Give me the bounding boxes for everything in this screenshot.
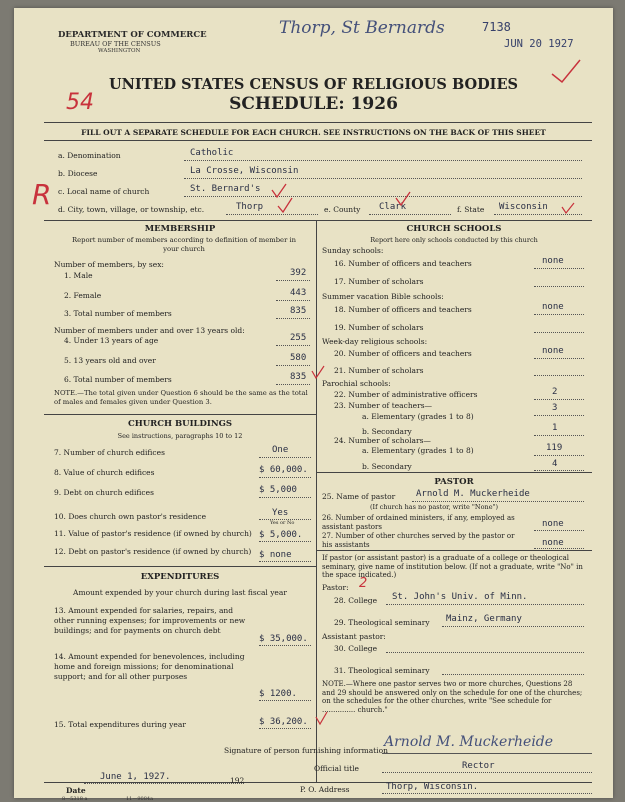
- q2-value: 443: [290, 288, 307, 298]
- membership-heading: MEMBERSHIP: [144, 224, 216, 234]
- sunday-label: Sunday schools:: [322, 246, 384, 255]
- q15-label: 15. Total expenditures during year: [54, 720, 186, 729]
- q18-value: none: [542, 302, 564, 312]
- q23b-value: 1: [552, 423, 558, 433]
- expenditures-sub: Amount expended by your church during last fiscal year: [73, 588, 287, 597]
- red-check-marks: [14, 8, 613, 798]
- q24a-label: a. Elementary (grades 1 to 8): [362, 446, 474, 455]
- city-label: d. City, town, village, or township, etc.: [58, 205, 205, 214]
- q29-value: Mainz, Germany: [446, 614, 522, 624]
- schools-heading: CHURCH SCHOOLS: [406, 224, 502, 234]
- q22-label: 22. Number of administrative officers: [334, 390, 478, 399]
- q3-label: 3. Total number of members: [64, 309, 172, 318]
- date-value: June 1, 1927.: [100, 772, 171, 782]
- by-age-label: Number of members under and over 13 years old:: [54, 326, 245, 335]
- q6-label: 6. Total number of members: [64, 375, 172, 384]
- q26-label: 26. Number of ordained ministers, if any, employed as assistant pastors: [322, 514, 515, 531]
- yes-no-hint: Yes or No: [270, 520, 295, 526]
- summer-label: Summer vacation Bible schools:: [322, 292, 444, 301]
- q5-label: 5. 13 years old and over: [64, 356, 156, 365]
- q4-label: 4. Under 13 years of age: [64, 336, 159, 345]
- bureau-heading: BUREAU OF THE CENSUS: [70, 40, 161, 48]
- diocese-value: La Crosse, Wisconsin: [190, 166, 299, 176]
- q25-label: 25. Name of pastor: [322, 492, 396, 501]
- instruction-text: FILL OUT A SEPARATE SCHEDULE FOR EACH CHURCH. SEE INSTRUCTIONS ON THE BACK OF THIS SHEET: [81, 128, 546, 137]
- red-number: 54: [66, 90, 94, 115]
- church-name-value: St. Bernard's: [190, 184, 261, 194]
- dept-heading: DEPARTMENT OF COMMERCE: [58, 30, 207, 40]
- q8-value: $ 60,000.: [259, 465, 308, 475]
- denomination-value: Catholic: [190, 148, 234, 158]
- print-number: 11—9084a: [126, 796, 154, 802]
- q23a-label: a. Elementary (grades 1 to 8): [362, 412, 474, 421]
- buildings-sub: See instructions, paragraphs 10 to 12: [117, 432, 243, 440]
- signature: Arnold M. Muckerheide: [384, 734, 554, 750]
- title-label: Official title: [314, 764, 359, 773]
- q1-value: 392: [290, 268, 307, 278]
- q20-value: none: [542, 346, 564, 356]
- q4-value: 255: [290, 333, 307, 343]
- q11-label: 11. Value of pastor's residence (if owned by church): [54, 529, 252, 538]
- schedule-title: SCHEDULE: 1926: [229, 94, 398, 114]
- handwritten-church: Thorp, St Bernards: [279, 18, 445, 38]
- q11-value: $ 5,000.: [259, 530, 303, 540]
- red-mark: R: [32, 178, 52, 211]
- q25-value: Arnold M. Muckerheide: [416, 489, 530, 499]
- q12-label: 12. Debt on pastor's residence (if owned by church): [54, 547, 252, 556]
- q30-label: 30. College: [334, 644, 378, 653]
- q1-label: 1. Male: [64, 271, 93, 280]
- q28-label: 28. College: [334, 596, 378, 605]
- q18-label: 18. Number of officers and teachers: [334, 305, 472, 314]
- membership-note: NOTE.—The total given under Question 6 should be the same as the total of males and females given under Question 3.: [54, 389, 308, 406]
- q5-value: 580: [290, 353, 307, 363]
- county-value: Clark: [379, 202, 407, 212]
- pastor-note: NOTE.—Where one pastor serves two or more churches, Questions 28 and 29 should be answered only on the schedule for one of the churches; on the schedules for the other churches, write "See schedule for ............... church.": [322, 680, 583, 714]
- buildings-heading: CHURCH BUILDINGS: [127, 419, 233, 429]
- assistant-label: Assistant pastor:: [322, 632, 386, 641]
- q28-value: St. John's Univ. of Minn.: [392, 592, 528, 602]
- church-name-label: c. Local name of church: [58, 187, 150, 196]
- seminary-intro: If pastor (or assistant pastor) is a graduate of a college or theological seminary, give name of institution below. (If not a graduate, write "No" in the space indicated.): [322, 554, 583, 579]
- membership-intro: Report number of members according to definition of member in your church: [71, 236, 297, 253]
- state-value: Wisconsin: [499, 202, 548, 212]
- q10-label: 10. Does church own pastor's residence: [54, 512, 207, 521]
- q23b-label: b. Secondary: [362, 427, 412, 436]
- date-year: 192: [230, 776, 245, 785]
- q16-label: 16. Number of officers and teachers: [334, 259, 472, 268]
- by-sex-label: Number of members, by sex:: [54, 260, 164, 269]
- q6-value: 835: [290, 372, 307, 382]
- signature-label: Signature of person furnishing information: [224, 746, 388, 755]
- form-number: 8—5318 a: [62, 796, 88, 802]
- q12-value: $ none: [259, 550, 292, 560]
- state-label: f. State: [457, 205, 485, 214]
- diocese-label: b. Diocese: [58, 169, 98, 178]
- q27-value: none: [542, 538, 564, 548]
- q15-value: $ 36,200.: [259, 717, 308, 727]
- q27-label: 27. Number of other churches served by the pastor or his assistants: [322, 532, 515, 549]
- date-label: Date: [66, 786, 86, 795]
- q24-label: 24. Number of scholars—: [334, 436, 431, 445]
- q14-label: 14. Amount expended for benevolences, including home and foreign missions; for denominational support; and for all other purposes: [54, 652, 245, 681]
- q8-label: 8. Value of church edifices: [54, 468, 155, 477]
- title-value: Rector: [462, 761, 495, 771]
- red-annotation: 2: [359, 576, 368, 591]
- denomination-label: a. Denomination: [58, 151, 121, 160]
- census-form: [14, 8, 613, 802]
- q14-value: $ 1200.: [259, 689, 297, 699]
- q3-value: 835: [290, 306, 307, 316]
- q9-label: 9. Debt on church edifices: [54, 488, 154, 497]
- pastor-label: Pastor:: [322, 583, 349, 592]
- q23a-value: 3: [552, 403, 558, 413]
- q24b-label: b. Secondary: [362, 462, 412, 471]
- q7-label: 7. Number of church edifices: [54, 448, 165, 457]
- q26-value: none: [542, 519, 564, 529]
- q19-label: 19. Number of scholars: [334, 323, 424, 332]
- stamp-number: 7138: [482, 20, 511, 34]
- q16-value: none: [542, 256, 564, 266]
- q24b-value: 4: [552, 459, 558, 469]
- po-label: P. O. Address: [300, 785, 350, 794]
- q2-label: 2. Female: [64, 291, 102, 300]
- q21-label: 21. Number of scholars: [334, 366, 424, 375]
- q9-value: $ 5,000: [259, 485, 297, 495]
- city-heading: WASHINGTON: [98, 48, 141, 54]
- q17-label: 17. Number of scholars: [334, 277, 424, 286]
- city-value: Thorp: [236, 202, 264, 212]
- county-label: e. County: [324, 205, 361, 214]
- q13-label: 13. Amount expended for salaries, repairs, and other running expenses; for improvements or new buildings; and for payments on church debt: [54, 606, 246, 635]
- stamp-date: JUN 20 1927: [504, 38, 574, 50]
- parochial-label: Parochial schools:: [322, 379, 391, 388]
- q29-label: 29. Theological seminary: [334, 618, 430, 627]
- q25-sub: (If church has no pastor, write "None"): [370, 503, 499, 511]
- q10-value: Yes: [272, 508, 289, 518]
- q23-label: 23. Number of teachers—: [334, 401, 433, 410]
- q20-label: 20. Number of officers and teachers: [334, 349, 472, 358]
- pastor-heading: PASTOR: [434, 477, 474, 487]
- schools-intro: Report here only schools conducted by this church: [370, 236, 538, 244]
- q22-value: 2: [552, 387, 558, 397]
- q24a-value: 119: [546, 443, 563, 453]
- po-value: Thorp, Wisconsin.: [386, 782, 479, 792]
- weekday-label: Week-day religious schools:: [322, 337, 428, 346]
- q7-value: One: [272, 445, 289, 455]
- expenditures-heading: EXPENDITURES: [140, 572, 220, 582]
- q31-label: 31. Theological seminary: [334, 666, 430, 675]
- form-title: UNITED STATES CENSUS OF RELIGIOUS BODIES: [109, 76, 518, 93]
- q13-value: $ 35,000.: [259, 634, 308, 644]
